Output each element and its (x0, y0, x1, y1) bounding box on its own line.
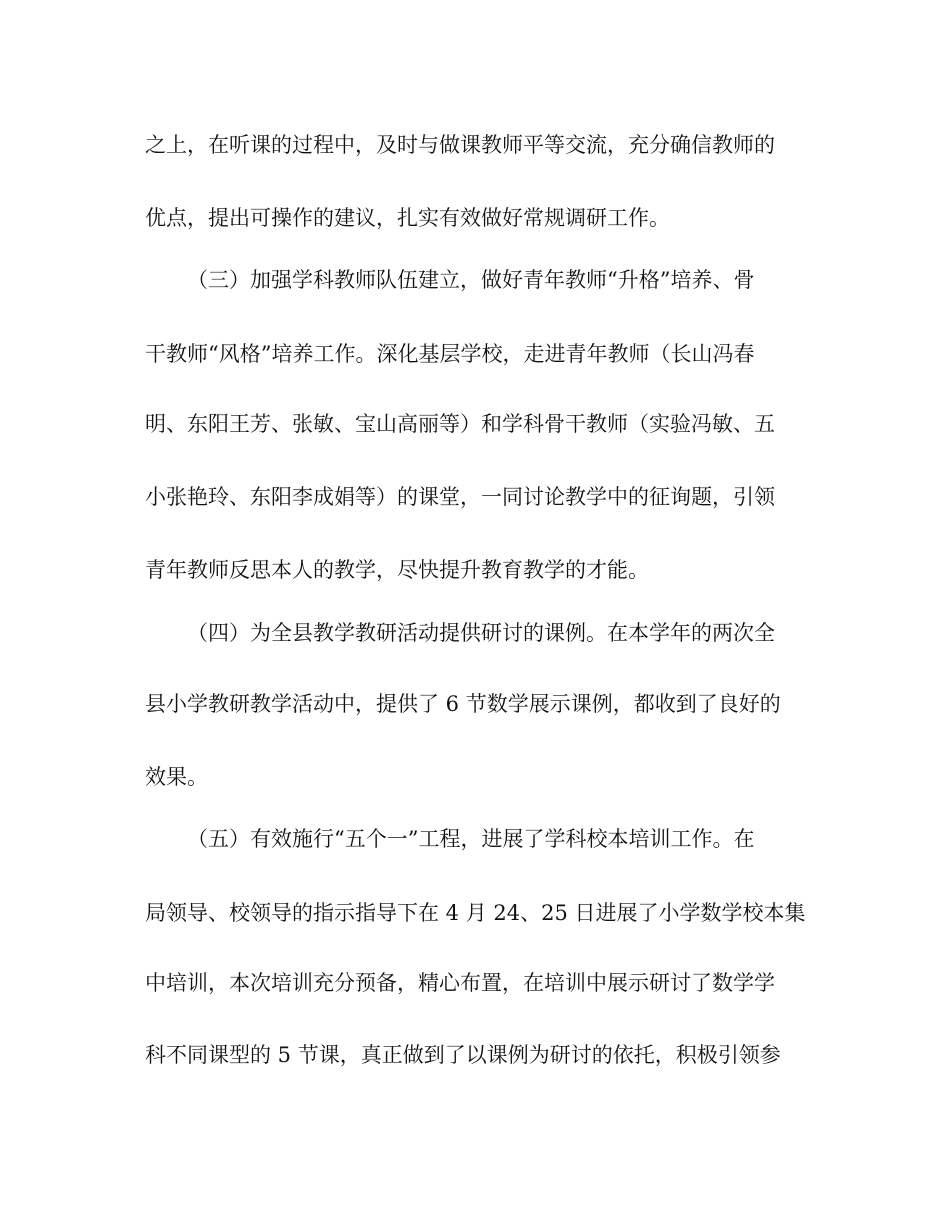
text-line: 优点，提出可操作的建议，扎实有效做好常规调研工作。 (145, 206, 670, 230)
paragraph-heading-3: （三）加强学科教师队伍建立，做好青年教师“升格”培养、骨 (187, 268, 755, 292)
text-line: 干教师“风格”培养工作。深化基层学校，走进青年教师（长山冯春 (145, 342, 755, 366)
text-line: 县小学教研教学活动中，提供了 6 节数学展示课例，都收到了良好的 (145, 692, 781, 716)
text-line: 之上，在听课的过程中，及时与做课教师平等交流，充分确信教师的 (145, 133, 775, 157)
text-line: 效果。 (145, 765, 208, 789)
text-line: 青年教师反思本人的教学，尽快提升教育教学的才能。 (145, 558, 649, 582)
paragraph-heading-5: （五）有效施行“五个一”工程，进展了学科校本培训工作。在 (187, 827, 755, 851)
text-line: 中培训，本次培训充分预备，精心布置，在培训中展示研讨了数学学 (145, 971, 775, 995)
paragraph-heading-4: （四）为全县教学教研活动提供研讨的课例。在本学年的两次全 (187, 621, 775, 645)
text-line: 局领导、校领导的指示指导下在 4 月 24、25 日进展了小学数学校本集 (145, 901, 806, 925)
text-line: 小张艳玲、东阳李成娟等）的课堂，一同讨论教学中的征询题，引领 (145, 485, 775, 509)
text-line: 明、东阳王芳、张敏、宝山高丽等）和学科骨干教师（实验冯敏、五 (145, 412, 775, 436)
text-line: 科不同课型的 5 节课，真正做到了以课例为研讨的依托，积极引领参 (145, 1043, 781, 1067)
